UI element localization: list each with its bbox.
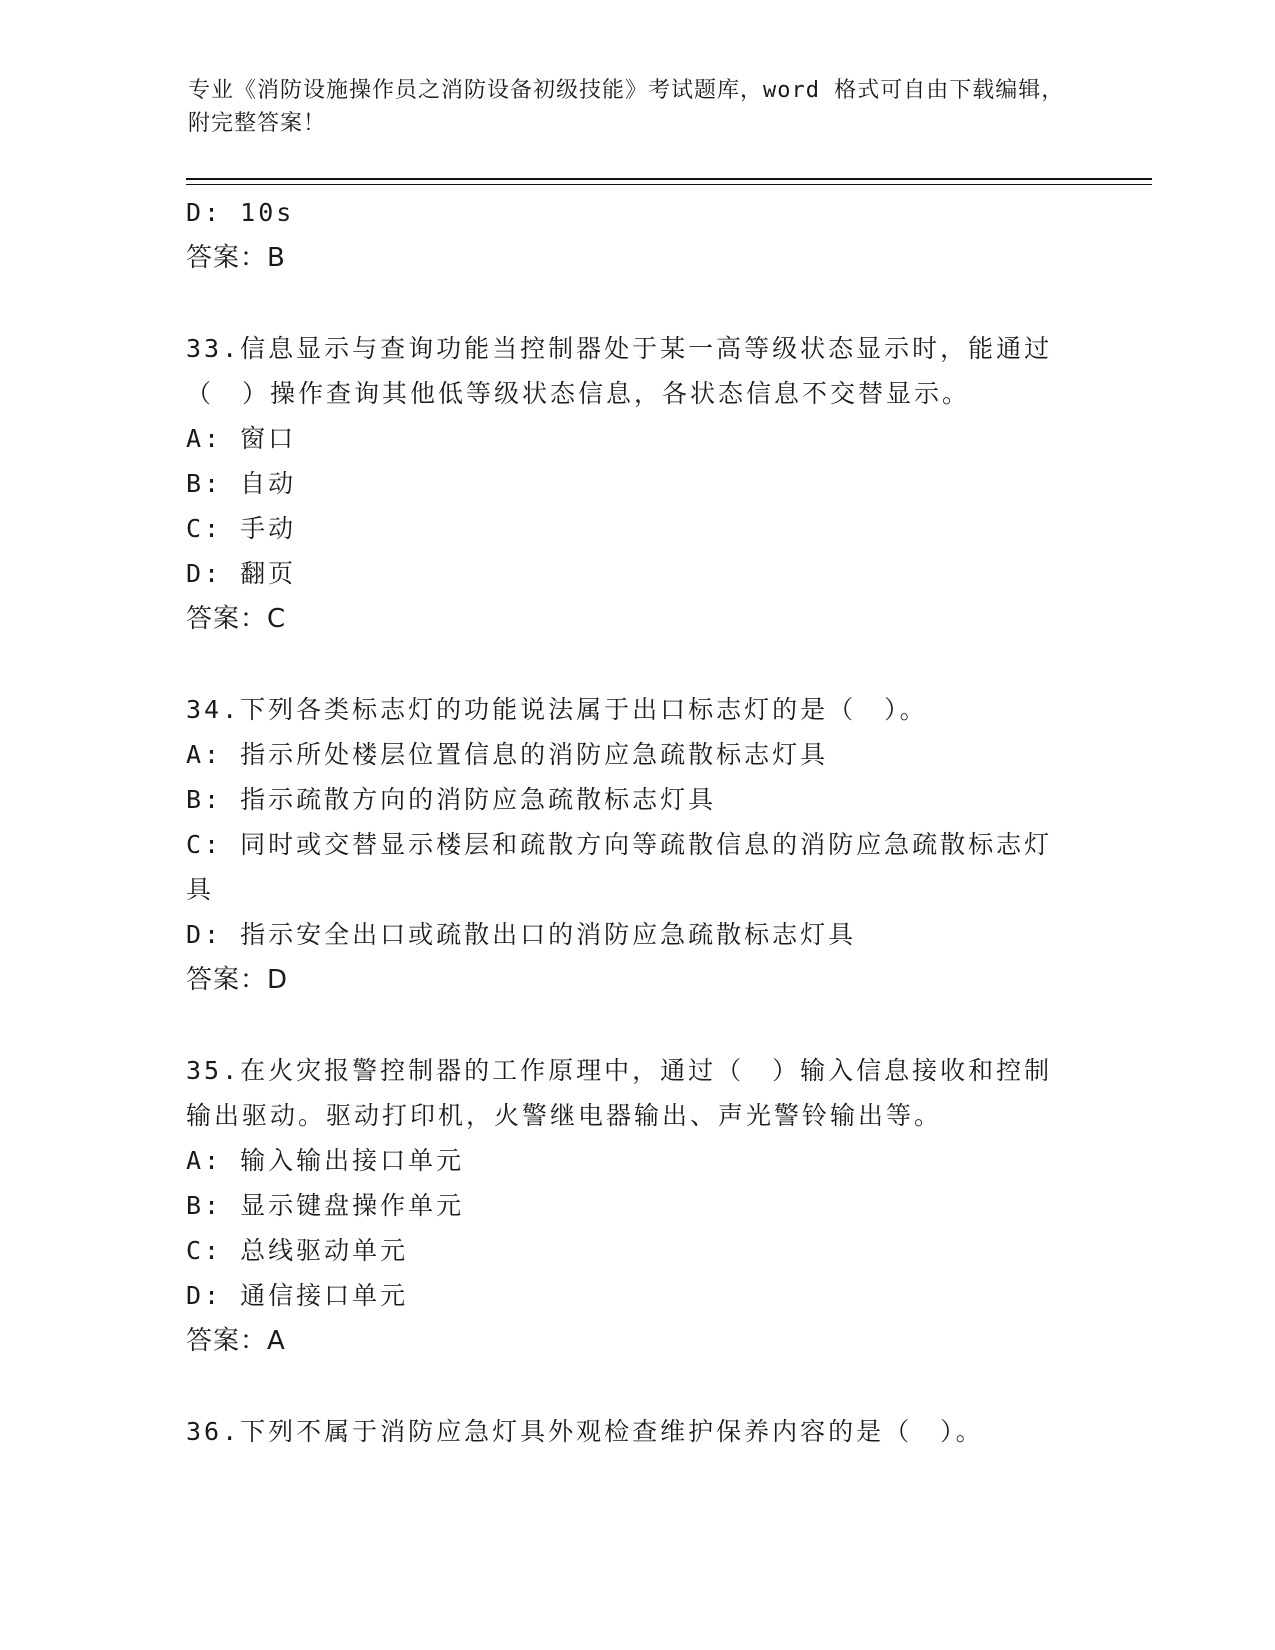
option-c: C: 手动 (186, 514, 297, 543)
spacer (186, 642, 1086, 687)
option-c: C: 同时或交替显示楼层和疏散方向等疏散信息的消防应急疏散标志灯具 (186, 830, 1053, 904)
question-35 (186, 1048, 1086, 1364)
question-34 (186, 687, 1086, 1003)
question-stem: 35.在火灾报警控制器的工作原理中，通过（ ）输入信息接收和控制输出驱动。驱动打印机，火警继电器输出、声光警铃输出等。 (186, 1056, 1053, 1130)
option-c: C: 总线驱动单元 (186, 1236, 409, 1265)
header-divider-thin (186, 184, 1152, 185)
question-list (186, 190, 1086, 1454)
question-stem: 33.信息显示与查询功能当控制器处于某一高等级状态显示时，能通过（ ）操作查询其他低等级状态信息，各状态信息不交替显示。 (186, 334, 1053, 408)
prev-option-d: D: 10s (186, 198, 295, 227)
option-a: A: 窗口 (186, 424, 297, 453)
question-36 (186, 1409, 1086, 1454)
question-stem: 34.下列各类标志灯的功能说法属于出口标志灯的是（ ）。 (186, 695, 928, 724)
option-b: B: 自动 (186, 469, 297, 498)
option-b: B: 显示键盘操作单元 (186, 1191, 465, 1220)
prev-answer: 答案：B (186, 243, 286, 273)
option-b: B: 指示疏散方向的消防应急疏散标志灯具 (186, 785, 717, 814)
option-a: A: 指示所处楼层位置信息的消防应急疏散标志灯具 (186, 740, 829, 769)
answer: 答案：C (186, 604, 287, 634)
option-d: D: 指示安全出口或疏散出口的消防应急疏散标志灯具 (186, 920, 857, 949)
option-d: D: 翻页 (186, 559, 297, 588)
page-header: 专业《消防设施操作员之消防设备初级技能》考试题库，word 格式可自由下载编辑，附完整答案！ (188, 78, 1065, 136)
option-d: D: 通信接口单元 (186, 1281, 409, 1310)
option-a: A: 输入输出接口单元 (186, 1146, 465, 1175)
question-33 (186, 326, 1086, 642)
header-divider (186, 178, 1152, 180)
question-stem: 36.下列不属于消防应急灯具外观检查维护保养内容的是（ ）。 (186, 1417, 984, 1446)
spacer (186, 1364, 1086, 1409)
spacer (186, 1003, 1086, 1048)
answer: 答案：D (186, 965, 289, 995)
answer: 答案：A (186, 1326, 286, 1356)
spacer (186, 281, 1086, 326)
